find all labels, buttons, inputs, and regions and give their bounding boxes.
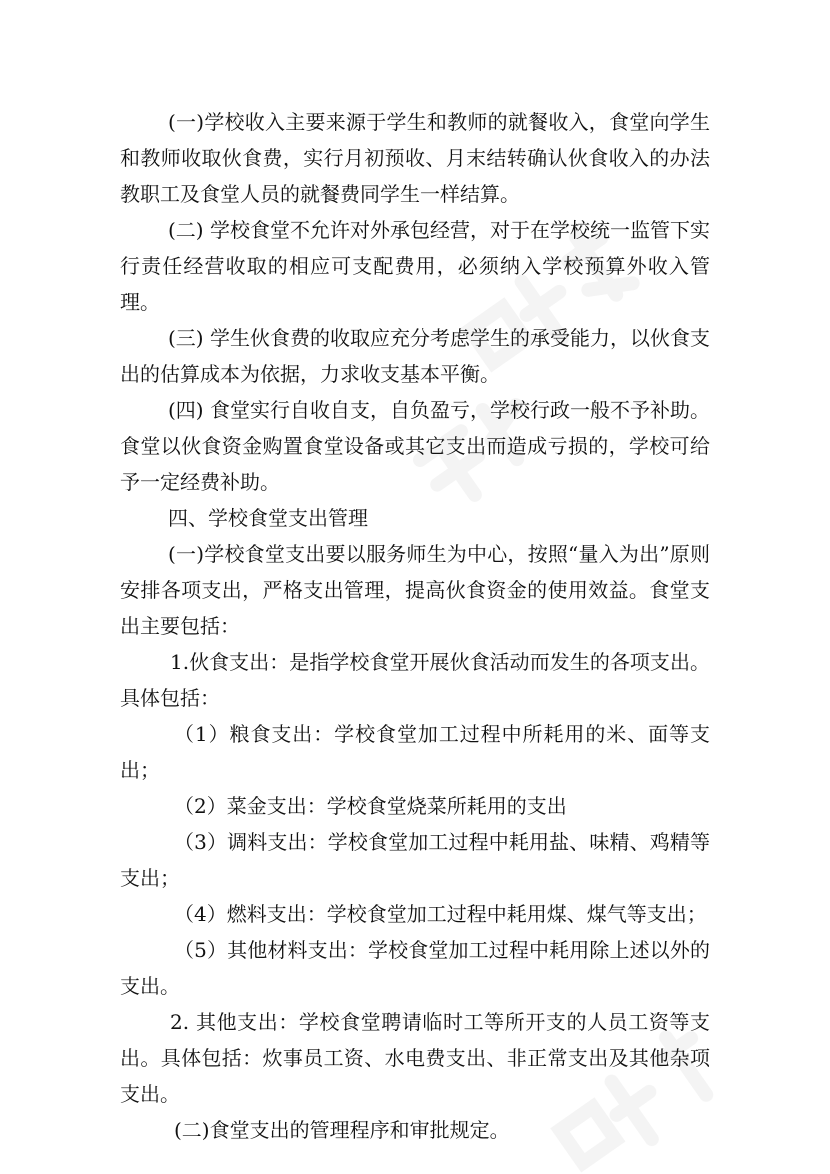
paragraph-expenditure-principle: (一)学校食堂支出要以服务师生为中心，按照“量入为出”原则安排各项支出，严格支出管理，提高伙食资金的使用效益。食堂支出主要包括： [120, 542, 710, 638]
section-heading-expenditure: 四、学校食堂支出管理 [168, 506, 368, 530]
paragraph-other-expenditure: 2. 其他支出：学校食堂聘请临时工等所开支的人员工资等支出。具体包括：炊事员工资、水电费支出、非正常支出及其他杂项支出。 [120, 1010, 710, 1106]
paragraph-self-financing: (四) 食堂实行自收自支，自负盈亏，学校行政一般不予补助。食堂以伙食资金购置食堂设备或其它支出而造成亏损的，学校可给予一定经费补助。 [120, 398, 710, 494]
list-item-seasoning: （3）调料支出：学校食堂加工过程中耗用盐、味精、鸡精等支出； [120, 830, 710, 890]
list-item-grain: （1）粮食支出：学校食堂加工过程中所耗用的米、面等支出； [120, 722, 710, 782]
list-item-other-materials: （5）其他材料支出：学校食堂加工过程中耗用除上述以外的支出。 [120, 938, 710, 998]
paragraph-approval-procedure: (二)食堂支出的管理程序和审批规定。 [174, 1118, 510, 1142]
list-item-vegetables: （2）菜金支出：学校食堂烧菜所耗用的支出 [174, 794, 567, 818]
paragraph-meal-fee: (三) 学生伙食费的收取应充分考虑学生的承受能力，以伙食支出的估算成本为依据，力求收支基本平衡。 [120, 326, 710, 386]
document-body [120, 104, 710, 1148]
paragraph-no-outsourcing: (二) 学校食堂不允许对外承包经营，对于在学校统一监管下实行责任经营收取的相应可支配费用，必须纳入学校预算外收入管理。 [120, 218, 710, 314]
paragraph-food-expenditure: 1.伙食支出：是指学校食堂开展伙食活动而发生的各项支出。具体包括： [120, 650, 710, 710]
list-item-fuel: （4）燃料支出：学校食堂加工过程中耗用煤、煤气等支出； [174, 902, 707, 926]
paragraph-income-source: (一)学校收入主要来源于学生和教师的就餐收入，食堂向学生和教师收取伙食费，实行月初预收、月末结转确认伙食收入的办法教职工及食堂人员的就餐费同学生一样结算。 [120, 110, 710, 206]
